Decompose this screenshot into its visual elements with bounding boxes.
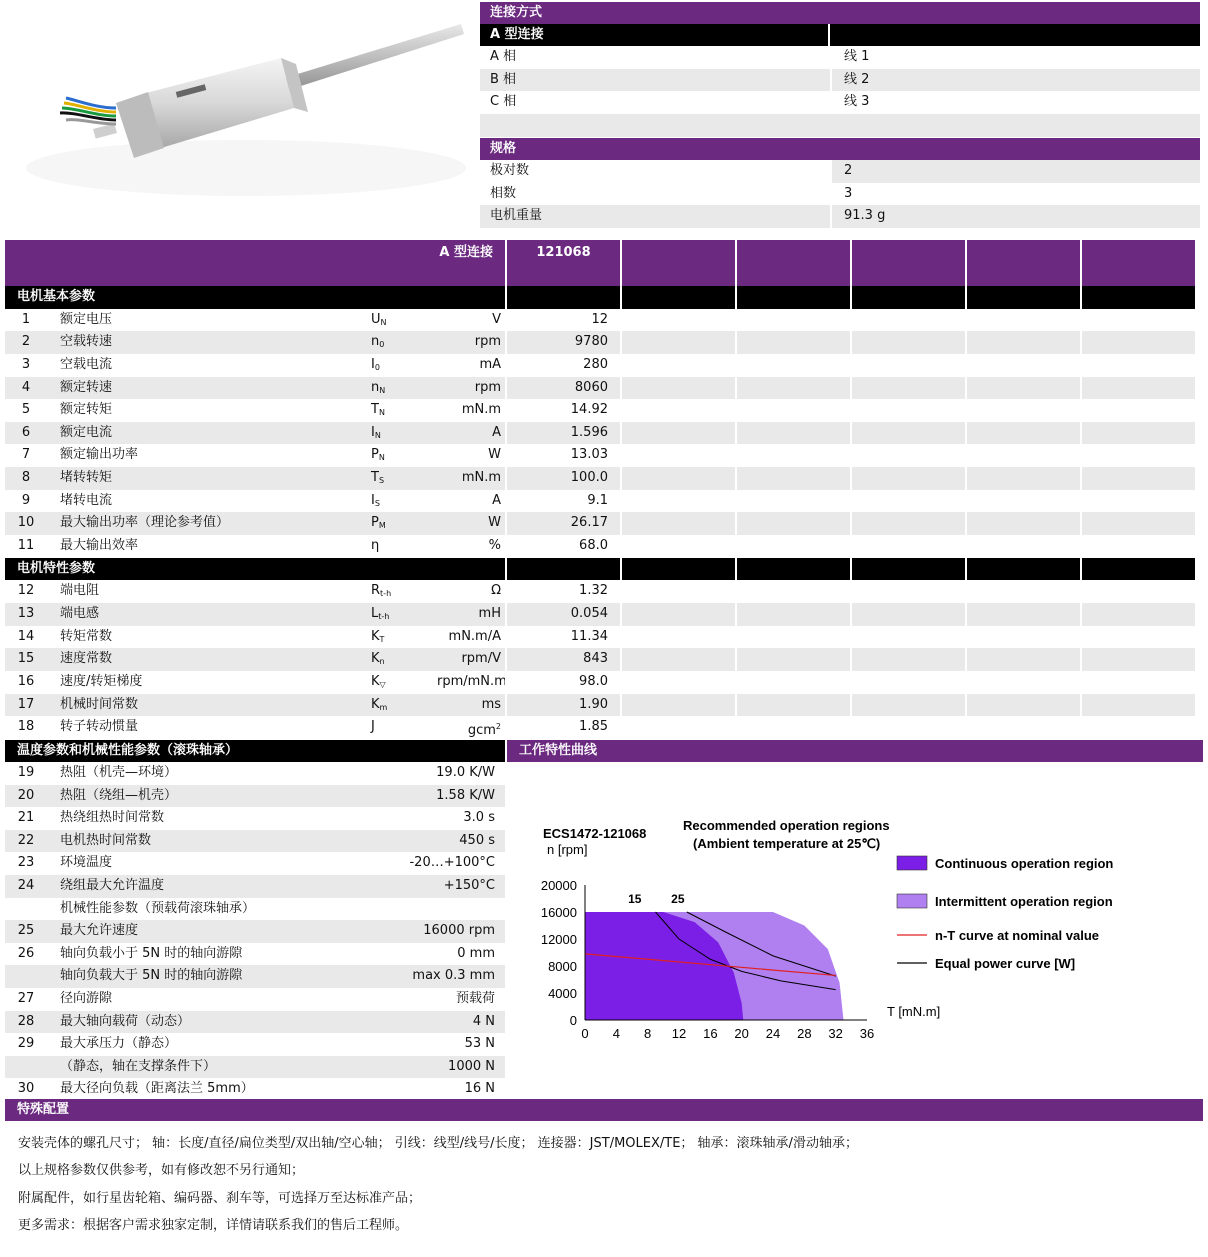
table-row: 10 最大输出功率（理论参考值） $P_M$ W 26.17 bbox=[5, 512, 1203, 535]
connection-title: 连接方式 bbox=[480, 2, 1200, 24]
table-row: 14 转矩常数 $K_T$ mN.m/A 11.34 bbox=[5, 626, 1203, 649]
table-row: 5 额定转矩 $T_N$ mN.m 14.92 bbox=[5, 399, 1203, 422]
y-tick-label: 0 bbox=[569, 1013, 577, 1028]
table-row: 24 绕组最大允许温度 +150°C bbox=[5, 875, 505, 898]
table-row: 21 热绕组热时间常数 3.0 s bbox=[17, 810, 495, 826]
table-row: 轴向负载大于 5N 时的轴向游隙 max 0.3 mm bbox=[5, 965, 505, 988]
x-tick-label: 12 bbox=[671, 1026, 687, 1041]
table-row: 4 额定转速 $n_N$ rpm 8060 bbox=[5, 377, 1203, 400]
legend-label: Continuous operation region bbox=[935, 856, 1114, 871]
table-header bbox=[5, 240, 1203, 286]
table-row: 22 电机热时间常数 450 s bbox=[5, 830, 505, 853]
thermal-mechanical-table bbox=[5, 740, 505, 1101]
chart-title: ECS1472-121068 bbox=[543, 826, 647, 841]
table-row: 16 速度/转矩梯度 $K_▽$ rpm/mN.m 98.0 bbox=[5, 671, 1203, 694]
table-row: 19 热阻（机壳—环境） 19.0 K/W bbox=[17, 765, 495, 780]
note-line: 以上规格参数仅供参考，如有修改恕不另行通知； bbox=[18, 1163, 305, 1178]
y-tick-label: 4000 bbox=[548, 986, 577, 1001]
table-row: 2 空载转速 $n_0$ rpm 9780 bbox=[5, 331, 1203, 354]
table-row: 18 转子转动惯量 J gcm$^2$ 1.85 bbox=[5, 716, 1203, 739]
note-line: 更多需求：根据客户需求独家定制，详情请联系我们的售后工程师。 bbox=[18, 1218, 409, 1233]
note-line: 安装壳体的螺孔尺寸； 轴：长度/直径/扁位类型/双出轴/空心轴； 引线：线型/线号/长度； 连接器：JST/MOLEX/TE； 轴承：滚珠轴承/滑动轴承； bbox=[18, 1136, 858, 1151]
legend-label: n-T curve at nominal value bbox=[935, 928, 1099, 943]
chart-ylabel: n [rpm] bbox=[547, 842, 588, 857]
table-row: 极对数 2 bbox=[480, 160, 1200, 183]
x-tick-label: 4 bbox=[612, 1026, 620, 1041]
legend-marker bbox=[897, 894, 927, 908]
x-tick-label: 16 bbox=[703, 1026, 718, 1041]
special-config-title: 特殊配置 bbox=[5, 1099, 1203, 1121]
table-row: （静态，轴在支撑条件下） 1000 N bbox=[5, 1056, 505, 1079]
table-row: 3 空载电流 $I_0$ mA 280 bbox=[5, 354, 1203, 377]
y-tick-label: 12000 bbox=[540, 932, 577, 947]
table-row: 12 端电阻 $R_{t-h}$ Ω 1.32 bbox=[5, 580, 1203, 603]
table-row: B 相 线 2 bbox=[480, 69, 1200, 92]
connection-type-label: A 型连接 bbox=[480, 24, 830, 46]
table-row: 30 最大径向负载（距离法兰 5mm） 16 N bbox=[17, 1081, 495, 1097]
x-tick-label: 32 bbox=[828, 1026, 843, 1041]
table-row: 9 堵转电流 $I_S$ A 9.1 bbox=[5, 490, 1203, 513]
table-row: 29 最大承压力（静态） 53 N bbox=[17, 1036, 495, 1052]
x-tick-label: 20 bbox=[734, 1026, 749, 1041]
legend-marker bbox=[897, 856, 927, 870]
y-tick-label: 8000 bbox=[548, 959, 577, 974]
table-row: A 相 线 1 bbox=[480, 46, 1200, 69]
motor-parameter-table bbox=[5, 240, 1203, 739]
power-label-15: 15 bbox=[628, 892, 642, 907]
table-row: 20 热阻（绕组—机壳） 1.58 K/W bbox=[5, 785, 505, 808]
chart-subtitle-2: (Ambient temperature at 25℃) bbox=[693, 836, 881, 851]
x-tick-label: 24 bbox=[765, 1026, 781, 1041]
chart-xlabel: T [mN.m] bbox=[887, 1004, 941, 1019]
curve-title: 工作特性曲线 bbox=[507, 740, 1203, 762]
header-model: 121068 bbox=[505, 240, 620, 286]
x-tick-label: 28 bbox=[797, 1026, 812, 1041]
y-tick-label: 20000 bbox=[540, 878, 577, 893]
x-tick-label: 8 bbox=[644, 1026, 652, 1041]
table-row: 7 额定输出功率 $P_N$ W 13.03 bbox=[5, 444, 1203, 467]
power-label-25: 25 bbox=[671, 892, 685, 907]
y-tick-label: 16000 bbox=[540, 905, 577, 920]
legend-label: Equal power curve [W] bbox=[935, 956, 1076, 971]
table-row: 相数 3 bbox=[480, 183, 1200, 206]
legend-label: Intermittent operation region bbox=[935, 894, 1113, 909]
table-row: 8 堵转转矩 $T_S$ mN.m 100.0 bbox=[5, 467, 1203, 490]
x-tick-label: 36 bbox=[859, 1026, 875, 1041]
note-line: 附属配件，如行星齿轮箱、编码器、刹车等，可选择万至达标准产品； bbox=[18, 1191, 422, 1206]
table-row: C 相 线 3 bbox=[480, 91, 1200, 114]
table-row: 23 环境温度 -20…+100°C bbox=[17, 855, 495, 871]
section-basic: 电机基本参数 bbox=[5, 286, 1203, 309]
table-row: 6 额定电流 $I_N$ A 1.596 bbox=[5, 422, 1203, 445]
table-row: 26 轴向负载小于 5N 时的轴向游隙 0 mm bbox=[17, 945, 495, 961]
table-row: 11 最大输出效率 η % 68.0 bbox=[5, 535, 1203, 558]
table-row: 电机重量 91.3 g bbox=[480, 205, 1200, 228]
table-row: 机械性能参数（预载荷滚珠轴承） bbox=[60, 900, 256, 916]
table-row: 15 速度常数 $K_n$ rpm/V 843 bbox=[5, 648, 1203, 671]
spec-title: 规格 bbox=[480, 138, 1200, 160]
table-row bbox=[480, 114, 1200, 137]
connection-table bbox=[480, 2, 1200, 137]
spec-table bbox=[480, 138, 1200, 228]
header-connection-label: A 型连接 bbox=[5, 240, 505, 286]
table-row: 27 径向游隙 预载荷 bbox=[17, 990, 495, 1006]
product-photo bbox=[16, 8, 476, 198]
section-thermal: 温度参数和机械性能参数（滚珠轴承） bbox=[5, 740, 505, 762]
table-row: 25 最大允许速度 16000 rpm bbox=[5, 920, 505, 943]
table-row: 28 最大轴向载荷（动态） 4 N bbox=[5, 1011, 505, 1034]
table-row: 1 额定电压 $U_N$ V 12 bbox=[5, 309, 1203, 332]
section-characteristics: 电机特性参数 bbox=[5, 558, 1203, 581]
operation-chart bbox=[507, 762, 1203, 1092]
x-tick-label: 0 bbox=[581, 1026, 589, 1041]
table-row: 17 机械时间常数 $K_m$ ms 1.90 bbox=[5, 694, 1203, 717]
table-row: 13 端电感 $L_{t-h}$ mH 0.054 bbox=[5, 603, 1203, 626]
chart-subtitle: Recommended operation regions bbox=[683, 818, 890, 833]
